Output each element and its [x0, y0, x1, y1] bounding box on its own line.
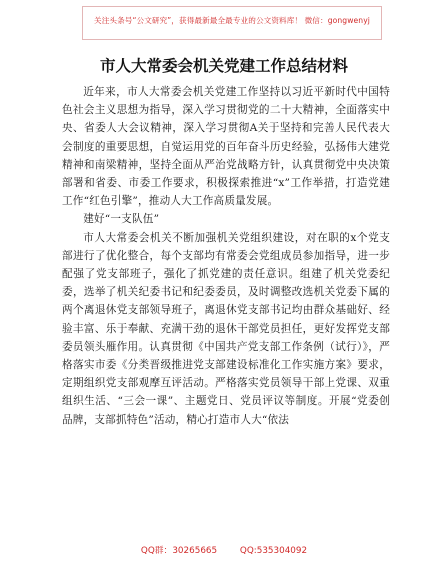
- document-title: 市人大常委会机关党建工作总结材料: [99, 57, 348, 75]
- promo-banner-text: 关注头条号“公文研究”，获得最新最全最专业的公文资料库！ 微信：gongwenyj: [94, 16, 370, 25]
- footer-contact: [0, 543, 448, 556]
- footer-qq-group: QQ群：30265665: [140, 546, 218, 556]
- section-heading: 建好“一支队伍”: [83, 213, 160, 226]
- footer-qq: QQ:535304092: [239, 546, 308, 556]
- paragraph-body: 市人大常委会机关不断加强机关党组织建设，对在职的x个党支部进行了优化整合，每个支部均有常委会党组成员参加指导，进一步配强了党支部班子，强化了抓党建的责任意识。组建了机关党委纪委，选举了机关纪委书记和纪委委员，及时调整改选机关党委下属的两个离退休党支部领导班子，离退休党支部书记均由群众基础好、经验丰富、乐于奉献、充满干劲的退休干部党员担任，更好发挥党支部委员领头雁作用。认真贯彻《中国共产党支部工作条例（试行）》，严格落实市委《分类晋级推进党支部建设标准化工作实施方案》要求，定期组织党支部观摩互评活动。严格落实党员领导干部上党课、双重组织生活、“三会一课”、主题党日、党员评议等制度。开展“党委创品牌，支部抓特色”活动，精心打造市人大“依法: [62, 231, 390, 426]
- promo-banner: [82, 6, 382, 40]
- document-body: [62, 83, 390, 429]
- paragraph-intro: 近年来，市人大常委会机关党建工作坚持以习近平新时代中国特色社会主义思想为指导，深入学习贯彻党的二十大精神，全面落实中央、省委人大会议精神，深入学习贯彻A关于坚持和完善人民代表大会制度的重要思想，自觉运用党的百年奋斗历史经验，弘扬伟大建党精神和南梁精神，坚持全面从严治党战略方针，认真贯彻党中央决策部署和省委、市委工作要求，积极探索推进“x”工作举措，打造党建工作“红色引擎”，推动人大工作高质量发展。: [62, 86, 390, 208]
